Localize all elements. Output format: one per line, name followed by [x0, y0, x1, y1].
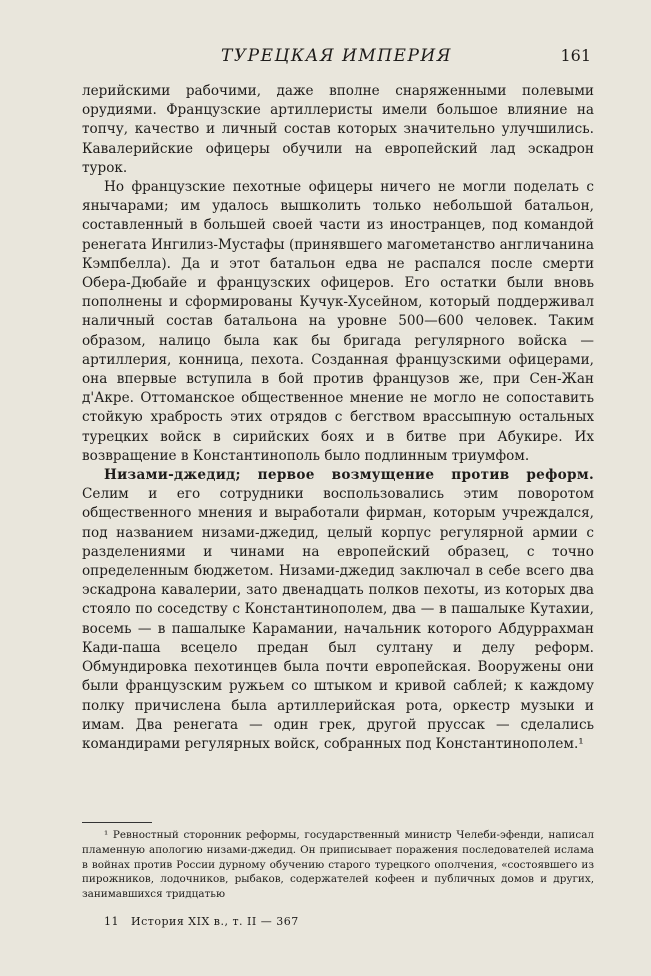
paragraph-2: Но французские пехотные офицеры ничего не могли поделать с янычарами; им удалось вышколить только небольшой батальон, составленный в большей своей части из иностранцев, под командой ренегата Ингилиз-Мустафы (принявшего магометанство англичанина Кэмпбелла). Да и этот батальон едва не распался после смерти Обера-Дюбайе и французских офицеров. Его остатки были вновь пополнены и сформированы Кучук-Хусейном, который поддерживал наличный состав батальона на уровне 500—600 человек. Таким образом, налицо была как бы бригада регулярного войска — артиллерия, конница, пехота. Созданная французскими офицерами, она впервые вступила в бой против французов же, при Сен-Жан д'Акре. Оттоманское общественное мнение не могло не сопоставить стойкую храбрость этих отрядов с бегством врассыпную остальных турецких войск в сирийских боях и в битве при Абукире. Их возвращение в Константинополь было подлинным триумфом. [82, 179, 594, 464]
section-paragraph [82, 466, 594, 754]
signature-sheet: 11 [104, 915, 119, 928]
running-head [82, 46, 591, 68]
printer-signature [104, 915, 307, 928]
footnote: ¹ Ревностный сторонник реформы, государственный министр Челеби-эфенди, написал пламенную апологию низами-джедид. Он приписывает поражения последователей ислама в войнах против России дурному обучению старого турецкого ополчения, «состоявшего из пирожников, лодочников, рыбаков, содержателей кофеен и публичных домов и других, занимавшихся тридцатью [82, 829, 594, 901]
footnote-rule [82, 822, 152, 823]
paragraph-1: лерийскими рабочими, даже вполне снаряженными полевыми орудиями. Французские артиллеристы имели большое влияние на топчу, качество и личный состав которых значительно улучшились. Кавалерийские офицеры обучили на европейский лад эскадрон турок. [82, 83, 594, 176]
signature-title: История XIX в., т. II — 367 [131, 915, 299, 928]
body-text [82, 82, 594, 754]
section-heading: Низами-джедид; первое возмущение против реформ. [104, 467, 594, 484]
running-title: ТУРЕЦКАЯ ИМПЕРИЯ [221, 46, 452, 66]
page-number: 161 [560, 46, 591, 65]
section-text: Селим и его сотрудники воспользовались этим поворотом общественного мнения и выработали фирман, которым учреждался, под названием низами-джедид, целый корпус регулярной армии с разделениями и чинами на европейский образец, с точно определенным бюджетом. Низами-джедид заключал в себе всего два эскадрона кавалерии, зато двенадцать полков пехоты, из которых два стояло по соседству с Константинополем, два — в пашалыке Кутахии, восемь — в пашалыке Карамании, начальник которого Абдуррахман Кади-паша всецело предан был султану и делу реформ. Обмундировка пехотинцев была почти европейская. Вооружены они были французским ружьем со штыком и кривой саблей; к каждому полку причислена была артиллерийская рота, оркестр музыки и имам. Два ренегата — один грек, другой пруссак — сделались командирами регулярных войск, собранных под Константинополем.¹ [82, 486, 594, 752]
